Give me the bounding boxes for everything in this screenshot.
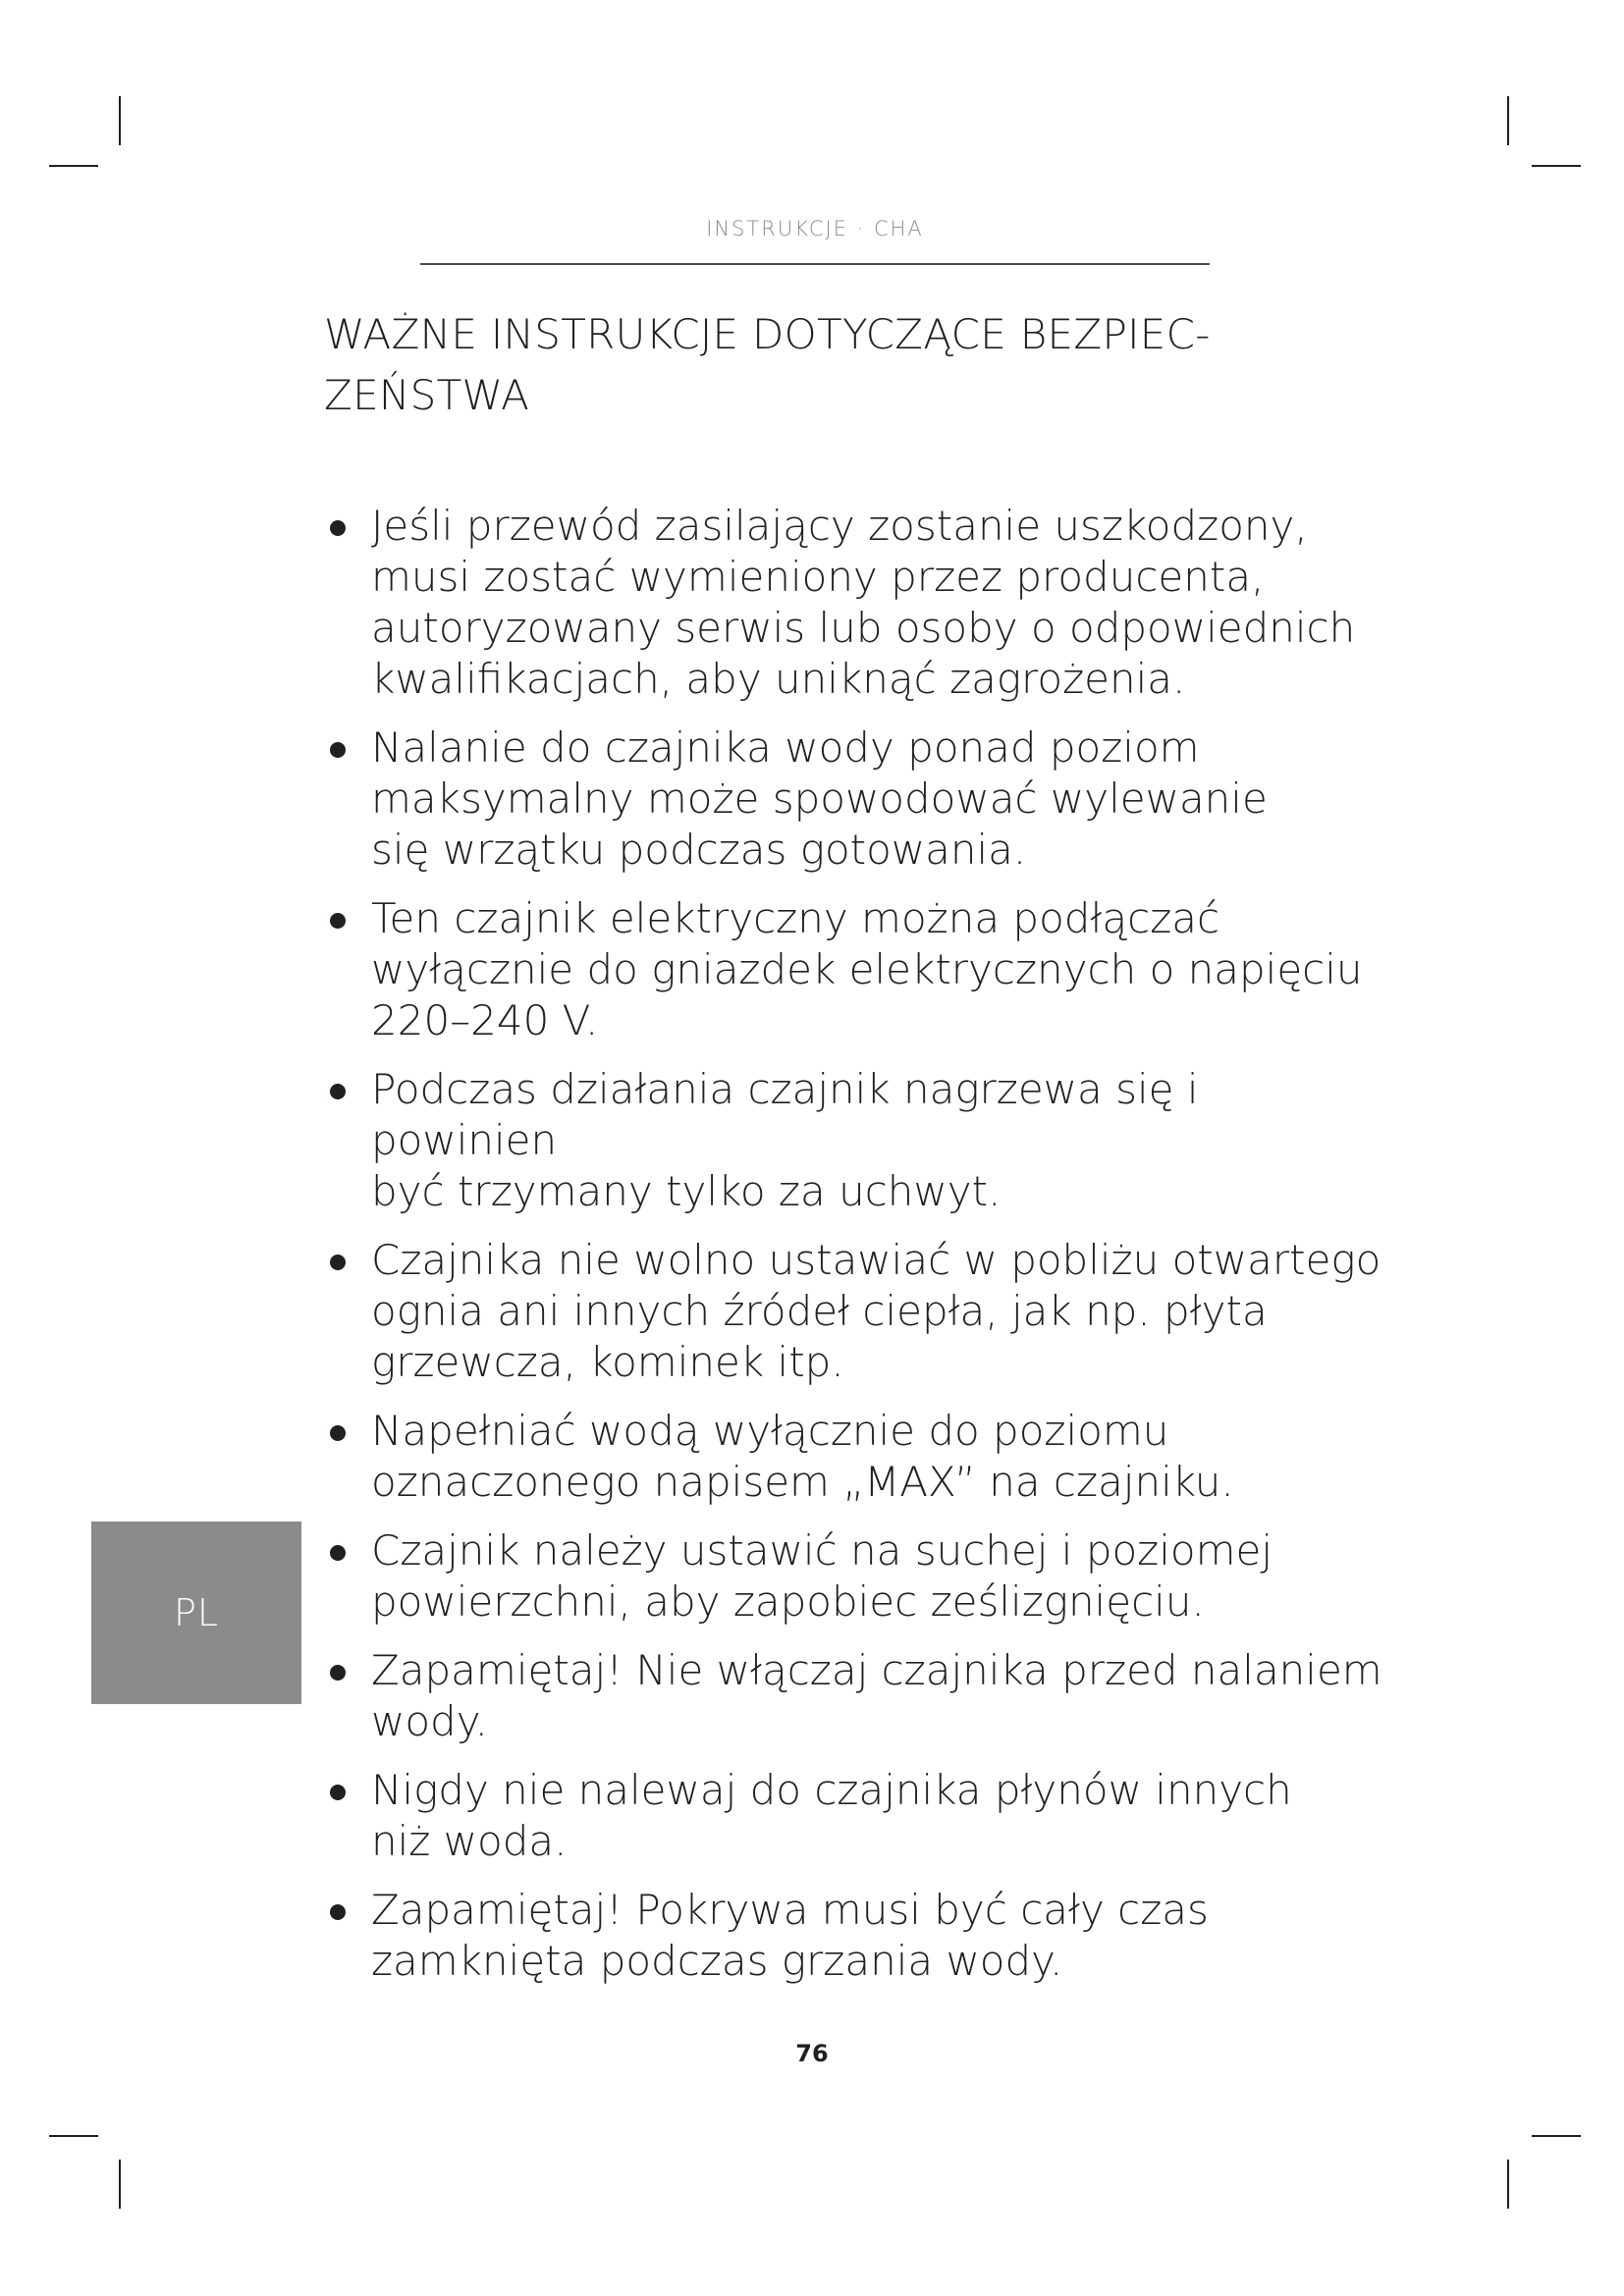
- bullet-icon: [330, 1545, 346, 1561]
- page-title-text: WAŻNE INSTRUKCJE DOTYCZĄCE BEZPIEC- ZEŃSTWA: [324, 310, 1211, 419]
- crop-mark-top-left-h: [49, 165, 98, 167]
- list-item-text: Nalanie do czajnika wody ponad poziom maksymalny może spowodować wylewanie się wrzątku podczas gotowania.: [371, 723, 1268, 874]
- crop-mark-bottom-right-v: [1507, 2160, 1509, 2209]
- list-item: [324, 1645, 1384, 1747]
- bullet-icon: [330, 742, 346, 758]
- bullet-icon: [330, 1255, 346, 1270]
- crop-mark-top-right-h: [1532, 165, 1581, 167]
- crop-mark-bottom-left-v: [119, 2160, 121, 2209]
- list-item-text: Napełniać wodą wyłącznie do poziomu oznaczonego napisem „MAX” na czajniku.: [371, 1407, 1234, 1506]
- list-item-text: Czajnik należy ustawić na suchej i poziomej powierzchni, aby zapobiec ześlizgnięciu.: [371, 1526, 1273, 1626]
- safety-instructions-list: [324, 501, 1384, 2004]
- language-tab: [91, 1522, 301, 1704]
- header-divider: [420, 263, 1210, 265]
- bullet-icon: [330, 1785, 346, 1800]
- bullet-icon: [330, 1425, 346, 1441]
- bullet-icon: [330, 1084, 346, 1099]
- language-tab-label: PL: [173, 1591, 220, 1634]
- list-item-text: Zapamiętaj! Pokrywa musi być cały czas zamknięta podczas grzania wody.: [371, 1886, 1209, 1985]
- page-title: [324, 304, 1306, 426]
- crop-mark-top-left-v: [119, 96, 121, 145]
- crop-mark-top-right-v: [1507, 96, 1509, 145]
- bullet-icon: [330, 1904, 346, 1920]
- list-item: [324, 722, 1384, 876]
- list-item-text: Zapamiętaj! Nie włączaj czajnika przed nalaniem wody.: [371, 1646, 1382, 1745]
- bullet-icon: [330, 1665, 346, 1681]
- list-item: [324, 1885, 1384, 1987]
- crop-mark-bottom-right-h: [1532, 2135, 1581, 2137]
- list-item: [324, 1064, 1384, 1217]
- page-number: 76: [795, 2040, 829, 2067]
- list-item-text: Jeśli przewód zasilający zostanie uszkodzony, musi zostać wymieniony przez producenta, autoryzowany serwis lub osoby o odpowiednich kwalifikacjach, aby uniknąć zagrożenia.: [371, 502, 1356, 703]
- list-item: [324, 1235, 1384, 1388]
- list-item-text: Czajnika nie wolno ustawiać w pobliżu otwartego ognia ani innych źródeł ciepła, jak np. płyta grzewcza, kominek itp.: [371, 1236, 1381, 1386]
- list-item: [324, 1525, 1384, 1628]
- list-item-text: Nigdy nie nalewaj do czajnika płynów innych niż woda.: [371, 1766, 1292, 1865]
- bullet-icon: [330, 913, 346, 929]
- crop-mark-bottom-left-h: [49, 2135, 98, 2137]
- running-header: INSTRUKCJE · CHA: [706, 217, 924, 240]
- list-item: [324, 893, 1384, 1046]
- bullet-icon: [330, 520, 346, 536]
- list-item: [324, 501, 1384, 705]
- list-item-text: Podczas działania czajnik nagrzewa się i powinien być trzymany tylko za uchwyt.: [371, 1065, 1199, 1215]
- list-item: [324, 1765, 1384, 1867]
- list-item-text: Ten czajnik elektryczny można podłączać wyłącznie do gniazdek elektrycznych o napięciu 220–240 V.: [371, 894, 1363, 1044]
- list-item: [324, 1406, 1384, 1508]
